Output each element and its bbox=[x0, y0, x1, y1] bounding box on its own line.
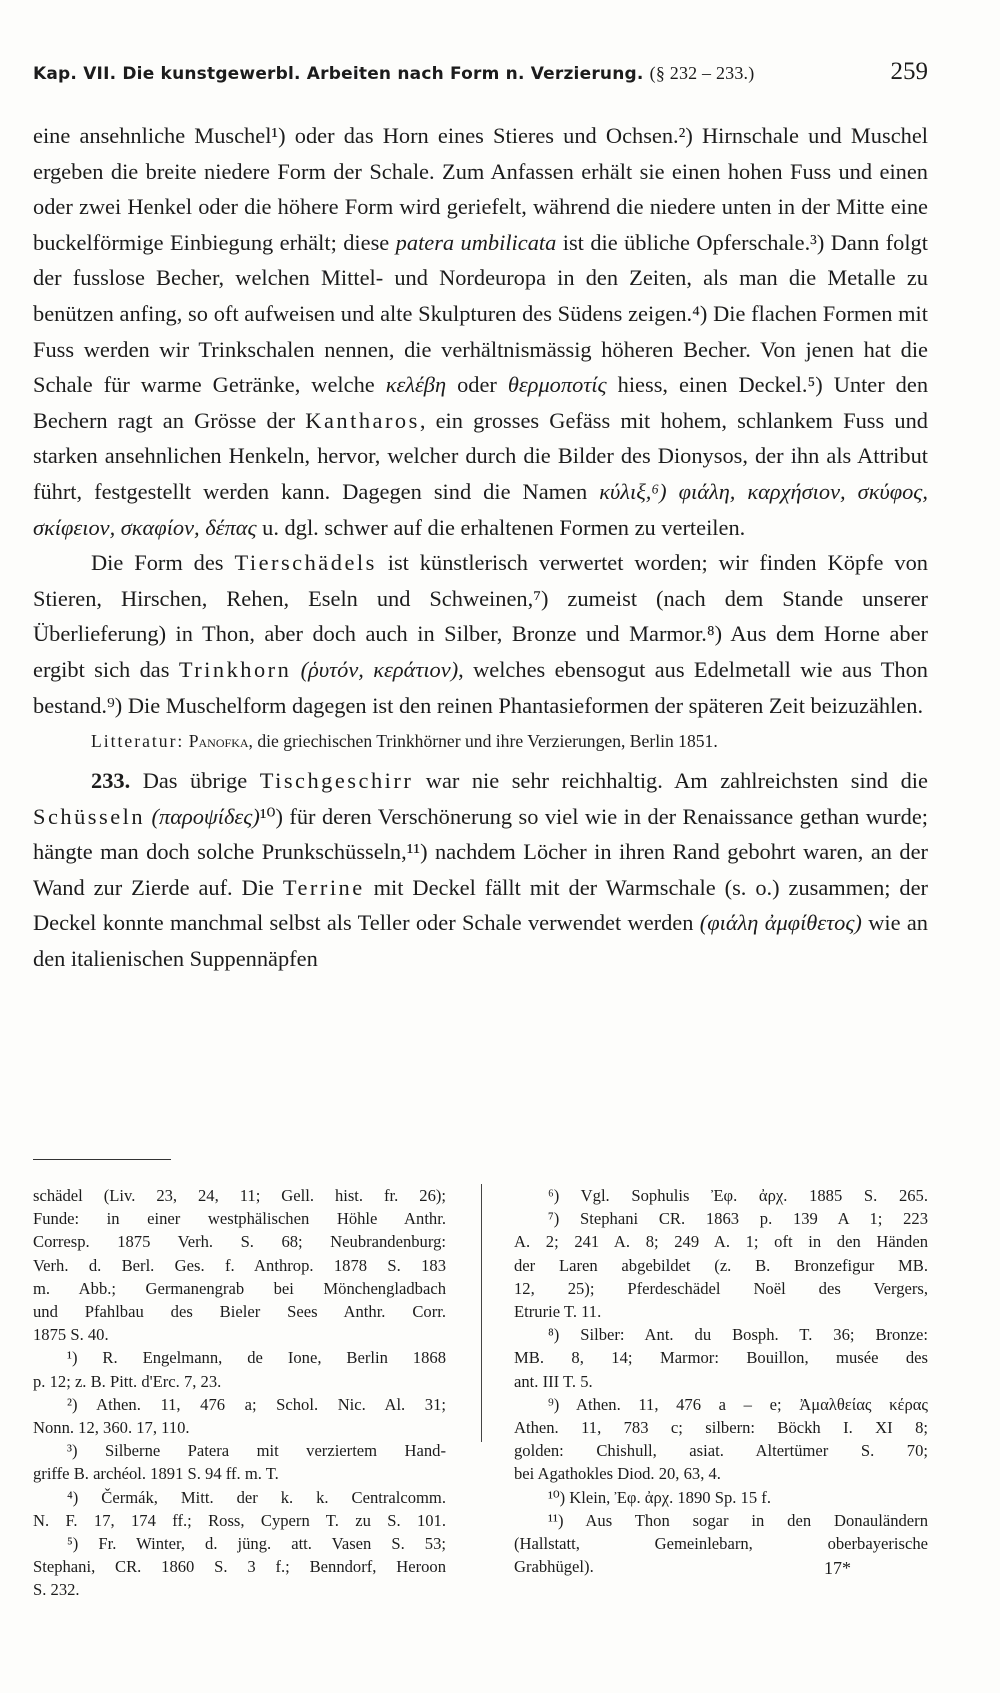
footnote-3: ³) Silberne Patera mit verziertem Hand- bbox=[67, 1441, 446, 1461]
section-number: 233. bbox=[91, 768, 131, 794]
footnote-line: Funde: in einer westphälischen Höhle Anthr. bbox=[33, 1209, 446, 1229]
text-run: war nie sehr reichhaltig. Am zahlreichsten sind die bbox=[425, 768, 928, 794]
footnote-6: ⁶) Vgl. Sophulis Ἐφ. ἀρχ. 1885 S. 265. bbox=[548, 1186, 928, 1205]
footnote-1: ¹) R. Engelmann, de Ione, Berlin 1868 bbox=[67, 1348, 446, 1368]
spaced-term: Kantharos bbox=[305, 407, 420, 433]
section-reference: (§ 232 – 233.) bbox=[649, 63, 755, 83]
footnote-line: bei Agathokles Diod. 20, 63, 4. bbox=[514, 1464, 721, 1484]
greek-term: κελέβη bbox=[385, 372, 447, 398]
footnotes-right-column bbox=[514, 1184, 928, 1578]
paragraph-vessel-forms bbox=[33, 118, 928, 545]
footnote-11: ¹¹) Aus Thon sogar in den Donauländern bbox=[548, 1510, 928, 1530]
footnote-line: N. F. 17, 174 ff.; Ross, Cypern T. zu S. 101. bbox=[33, 1510, 446, 1530]
sheet-signature: 17* bbox=[824, 1558, 851, 1578]
footnote-column-divider bbox=[481, 1184, 482, 1442]
footnote-line: (Hallstatt, Gemeinlebarn, oberbayerische bbox=[514, 1534, 928, 1554]
spaced-term: Tischgeschirr bbox=[259, 768, 414, 794]
text-run: , welches ebensogut aus Edelmetall wie aus Thon bestand.⁹) Die Muschelform dagegen ist den reinen Phantasieformen der späteren Zeit beizuzählen. bbox=[33, 656, 928, 718]
footnote-rule bbox=[33, 1159, 171, 1160]
spaced-term: Schüsseln bbox=[33, 803, 146, 829]
footnote-line: und Pfahlbau des Bieler Sees Anthr. Corr. bbox=[33, 1302, 446, 1322]
footnote-line: Etrurie T. 11. bbox=[514, 1302, 602, 1322]
greek-term: θερμοποτίς bbox=[507, 372, 607, 398]
footnote-line: Stephani, CR. 1860 S. 3 f.; Benndorf, Heroon bbox=[33, 1557, 446, 1577]
footnote-line: Grabhügel). bbox=[514, 1557, 594, 1577]
footnote-line: Verh. d. Berl. Ges. f. Anthrop. 1878 S. 183 bbox=[33, 1255, 446, 1275]
footnote-line: S. 232. bbox=[33, 1580, 80, 1600]
footnote-10: ¹⁰) Klein, Ἐφ. ἀρχ. 1890 Sp. 15 f. bbox=[548, 1487, 771, 1507]
footnote-line: Athen. 11, 783 c; silbern: Böckh I. XI 8; bbox=[514, 1418, 928, 1438]
text-run: Die Form des bbox=[91, 550, 224, 576]
literature-label: Litteratur: bbox=[91, 731, 185, 752]
literature-note bbox=[33, 729, 928, 753]
footnote-line: 1875 S. 40. bbox=[33, 1325, 109, 1345]
footnote-line: ant. III T. 5. bbox=[514, 1371, 593, 1391]
text-run: ist die übliche Opferschale.³) Dann folgt der fusslose Becher, welchen Mittel- und Nordeuropa in den Zeiten, als man die Metalle zu benützen anfing, so oft aufweisen und alte Skulpturen des Südens zeigen.⁴) Die flachen Formen mit Fuss werden wir Trinkschalen nennen, die verhältnismässig höheren Becher. Von jenen hat die Schale für warme Getränke, welche bbox=[33, 229, 928, 398]
main-text bbox=[33, 118, 928, 977]
spaced-term: Tierschädels bbox=[234, 550, 377, 576]
greek-term-list: κύλιξ,⁶) φιάλη, καρχήσιον, σκύφος, σκίφειον, σκαφίον, δέπας bbox=[33, 478, 928, 540]
text-run: , ein grosses Gefäss mit hohem, schlankem Fuss und starken ansehnlichen Henkeln, hervor, welcher durch die Bilder des Dionysos, der ihn als Attribut führt, festgestellt werden kann. Dagegen sind die Namen bbox=[33, 407, 928, 504]
text-run: Das übrige bbox=[142, 768, 248, 794]
chapter-title: Kap. VII. Die kunstgewerbl. Arbeiten nach Form n. Verzierung. bbox=[33, 64, 644, 84]
footnote-2: ²) Athen. 11, 476 a; Schol. Nic. Al. 31; bbox=[67, 1394, 446, 1414]
footnote-line: p. 12; z. B. Pitt. d'Erc. 7, 23. bbox=[33, 1371, 222, 1391]
footnote-4: ⁴) Čermák, Mitt. der k. k. Centralcomm. bbox=[67, 1487, 446, 1507]
text-run: ¹⁰) für deren Verschönerung so viel wie in der Renaissance gethan wurde; hängte man doch solche Prunkschüsseln,¹¹) nachdem Löcher in ihren Rand gebohrt waren, an der Wand zur Zierde auf. Die bbox=[33, 803, 928, 900]
footnote-line: golden: Chishull, asiat. Altertümer S. 70; bbox=[514, 1441, 928, 1461]
footnotes-left-column bbox=[33, 1184, 446, 1602]
text-run: wie an den italienischen Suppennäpfen bbox=[33, 910, 928, 972]
text-run: eine ansehnliche Muschel¹) oder das Horn eines Stieres und Ochsen.²) Hirnschale und Muschel ergeben die breite niedere Form der Schale. Zum Anfassen erhält sie einen hohen Fuss und einen oder zwei Henkel oder die höhere Form wird geriefelt, während die niedere unten in der Mitte eine buckelförmige Einbiegung erhält; diese bbox=[33, 123, 928, 255]
running-head bbox=[33, 58, 928, 86]
footnote-line: der Laren abgebildet (z. B. Bronzefigur MB. bbox=[514, 1255, 928, 1275]
footnote-9: ⁹) Athen. 11, 476 a – e; Ἀμαλθείας κέρας bbox=[548, 1394, 928, 1414]
literature-author: Panofka bbox=[188, 731, 249, 752]
footnote-line: m. Abb.; Germanengrab bei Mönchengladbach bbox=[33, 1278, 446, 1298]
literature-text: , die griechischen Trinkhörner und ihre Verzierungen, Berlin 1851. bbox=[248, 731, 718, 752]
footnote-line: A. 2; 241 A. 8; 249 A. 1; oft in den Händen bbox=[514, 1232, 928, 1252]
greek-term: (φιάλη ἀμφίθετος) bbox=[699, 910, 862, 936]
latin-term: patera umbilicata bbox=[395, 229, 557, 255]
footnote-line: Nonn. 12, 360. 17, 110. bbox=[33, 1418, 190, 1438]
footnote-line: 12, 25); Pferdeschädel Noël des Vergers, bbox=[514, 1278, 928, 1298]
text-run: u. dgl. schwer auf die erhaltenen Formen zu verteilen. bbox=[262, 514, 746, 540]
chapter-heading bbox=[33, 63, 754, 84]
footnote-line: MB. 8, 14; Marmor: Bouillon, musée des bbox=[514, 1348, 928, 1368]
text-run: oder bbox=[457, 372, 497, 398]
footnote-5: ⁵) Fr. Winter, d. jüng. att. Vasen S. 53; bbox=[67, 1534, 446, 1554]
spaced-term: Trinkhorn bbox=[178, 656, 292, 682]
footnote-line: griffe B. archéol. 1891 S. 94 ff. m. T. bbox=[33, 1464, 279, 1484]
footnote-line: Corresp. 1875 Verh. S. 68; Neubrandenburg: bbox=[33, 1232, 446, 1252]
page-number: 259 bbox=[890, 58, 928, 85]
spaced-term: Terrine bbox=[282, 874, 365, 900]
paragraph-animal-skull bbox=[33, 545, 928, 723]
footnote-line: schädel (Liv. 23, 24, 11; Gell. hist. fr. 26); bbox=[33, 1186, 446, 1205]
greek-term: (παροψίδες) bbox=[151, 803, 260, 829]
paragraph-section-233 bbox=[33, 763, 928, 977]
footnote-7: ⁷) Stephani CR. 1863 p. 139 A 1; 223 bbox=[548, 1209, 928, 1229]
greek-term: (ῥυτόν, κεράτιον) bbox=[300, 656, 459, 682]
text-run: hiess, einen Deckel.⁵) Unter den Bechern ragt an Grösse der bbox=[33, 372, 929, 433]
text-run: ist künstlerisch verwertet worden; wir finden Köpfe von Stieren, Hirschen, Rehen, Eseln und Schweinen,⁷) zumeist (nach dem Stande unserer Überlieferung) in Thon, aber doch auch in Silber, Bronze und Marmor.⁸) Aus dem Horne aber ergibt sich das bbox=[33, 550, 928, 682]
text-run: mit Deckel fällt mit der Warmschale (s. o.) zusammen; der Deckel konnte manchmal selbst als Teller oder Schale verwendet werden bbox=[33, 874, 928, 936]
footnote-8: ⁸) Silber: Ant. du Bosph. T. 36; Bronze: bbox=[548, 1325, 928, 1345]
